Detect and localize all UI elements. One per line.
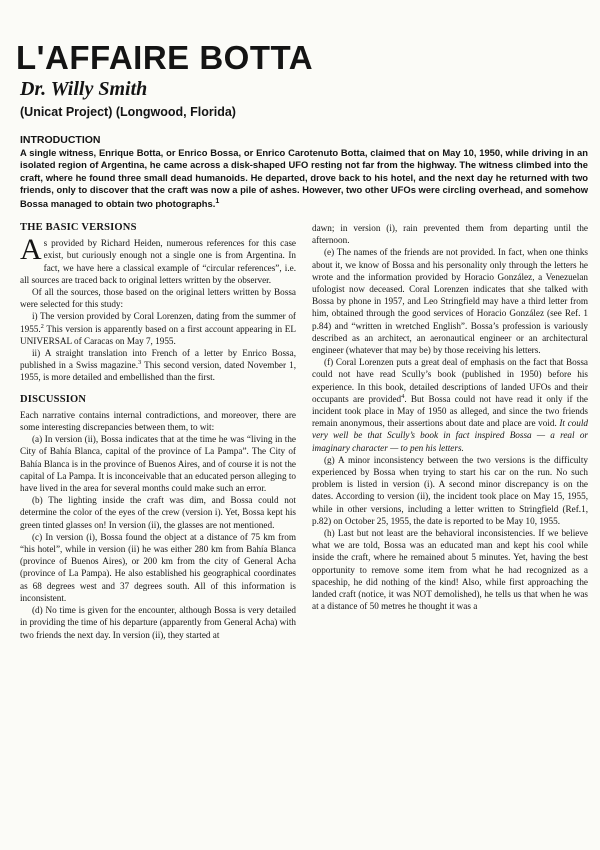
paragraph: [20, 347, 296, 384]
drop-cap: A: [20, 233, 42, 267]
paragraph-text: This second version, dated November 1, 1955, is more detailed and embellished than the first.: [20, 360, 296, 383]
introduction-text: [20, 147, 588, 211]
footnote-ref: 1: [215, 198, 220, 206]
footnote-ref: 4: [401, 392, 405, 400]
italic-text: It could very well be that Scully’s book in fact inspired Bossa — a real or imaginary character — to pen his letters.: [312, 418, 588, 453]
paragraph-text: s provided by Richard Heiden, numerous references for this case exist, but curiously enough not a single one is from Argentina. In fact, we have here a classical example of “circular references”, i.e. all sources are traced back to original letters written by the observer.: [20, 238, 296, 285]
article-page: [16, 22, 588, 842]
paragraph-text: . But Bossa could not have read it only if the incident took place in May of 1950 as alleged, and since the two friends remain anonymous, their assertions about date and place are void.: [312, 393, 588, 429]
paragraph: [20, 310, 296, 347]
paragraph: [312, 356, 588, 454]
paragraph: (g) A minor inconsistency between the two versions is the difficulty experienced by Bossa when trying to start his car on the run. No such problem is listed in version (i). A second minor discrepancy is on the dates. According to version (ii), the incident took place on May 15, 1955, while in other versions, including a letter written to Stringfield (Ref.1, p.82) on October 25, 1955, the date is reported to be May 10, 1955.: [312, 454, 588, 526]
introduction-body: A single witness, Enrique Botta, or Enrico Bossa, or Enrico Carotenuto Botta, claimed that on May 10, 1950, while driving in an isolated region of Argentina, he came across a disk-shaped UFO resting not far from the highway. The witness climbed into the craft, where he found three small dead humanoids. He departed, drove back to his hotel, and the next day he returned with two friends, only to discover that the craft was now a pile of ashes. However, two other UFOs were circling overhead, and somehow Bossa managed to obtain two photographs.: [20, 147, 588, 210]
paragraph: Each narrative contains internal contradictions, and moreover, there are some interesting discrepancies between them, to wit:: [20, 409, 296, 433]
author-name: Dr. Willy Smith: [20, 78, 148, 100]
paragraph-text: This version is apparently based on a first account appearing in EL UNIVERSAL of Caracas on May 7, 1955.: [20, 323, 296, 346]
paragraph-text: (f) Coral Lorenzen puts a great deal of emphasis on the fact that Bossa could not have read Scully’s book (published in 1950) before his experience. In this book, detailed descriptions of landed UFOs and their occupants are provided: [312, 357, 588, 404]
section-heading-discussion: DISCUSSION: [20, 393, 87, 405]
paragraph-text: i) The version provided by Coral Lorenzen, dating from the summer of 1955.: [20, 311, 296, 334]
right-column: [312, 222, 588, 641]
footnote-ref: 2: [40, 322, 44, 330]
paragraph: (h) Last but not least are the behavioral inconsistencies. If we believe what we are told, Bossa was an educated man and kept his cool while inside the craft, where he remained about 5 minutes. Yet, having the best opportunity to remove some item from what he had recognized as a spaceship, he did nothing of the kind! Also, while first approaching the landed craft (notice, it was NOT demolished), he tells us that when he was at a distance of 50 metres he thought it was a: [312, 528, 588, 612]
introduction-heading: INTRODUCTION: [20, 134, 101, 146]
author-affiliation: (Unicat Project) (Longwood, Florida): [20, 105, 236, 119]
footnote-ref: 3: [138, 359, 142, 367]
paragraph: [20, 233, 296, 286]
paragraph: (d) No time is given for the encounter, although Bossa is very detailed in providing the time of his departure (apparently from General Acha) with two friends the next day. In version (ii), they started at: [20, 605, 296, 640]
paragraph: (e) The names of the friends are not provided. In fact, when one thinks about it, we know of Bossa and his personality only through the letters he wrote and the information provided by Horacio González, a Venezuelan ufologist now deceased. Coral Lorenzen indicates that she talked with Bossa by phone in 1957, and Leo Stringfield may have a third letter from him, obtained through the good services of Horacio González (see Ref. 1 p.84) and “written in wretched English”. Bossa’s profession is variously described as an architect, an aeronautical engineer or an architectural engineer (whatever that may be) by those receiving his letters.: [312, 247, 588, 356]
paragraph: Of all the sources, those based on the original letters written by Bossa were selected for this study:: [20, 287, 296, 310]
paragraph: (c) In version (i), Bossa found the object at a distance of 75 km from “his hotel”, while in version (ii) he was either 280 km from Bahía Blanca (province of Buenos Aires), or 200 km from the city of General Acha (province of La Pampa). He also established his geographical coordinates as 68 degrees west and 37 degrees south. All of this information is inconsistent.: [20, 531, 296, 603]
paragraph: (a) In version (ii), Bossa indicates that at the time he was “living in the City of Bahía Blanca, capital of the province of La Pampa”. The City of Bahía Blanca is in the province of Buenos Aires, and of course it is not the capital of La Pampa. It is inconceivable that an educated person alleging to have lived in the area for several months could make such an error.: [20, 434, 296, 494]
paragraph: dawn; in version (i), rain prevented them from departing until the afternoon.: [312, 223, 588, 246]
paragraph-text: ii) A straight translation into French of a letter by Enrico Bossa, published in a Swiss magazine.: [20, 348, 296, 371]
paragraph: (b) The lighting inside the craft was dim, and Bossa could not determine the color of the eyes of the crew (version i). Yet, Bossa kept his green tinted glasses on! In version (ii), the glasses are not mentioned.: [20, 495, 296, 530]
section-heading-basic-versions: THE BASIC VERSIONS: [20, 222, 137, 233]
left-column: [20, 222, 296, 641]
body-columns: [20, 222, 588, 641]
article-title: L'AFFAIRE BOTTA: [16, 39, 314, 76]
